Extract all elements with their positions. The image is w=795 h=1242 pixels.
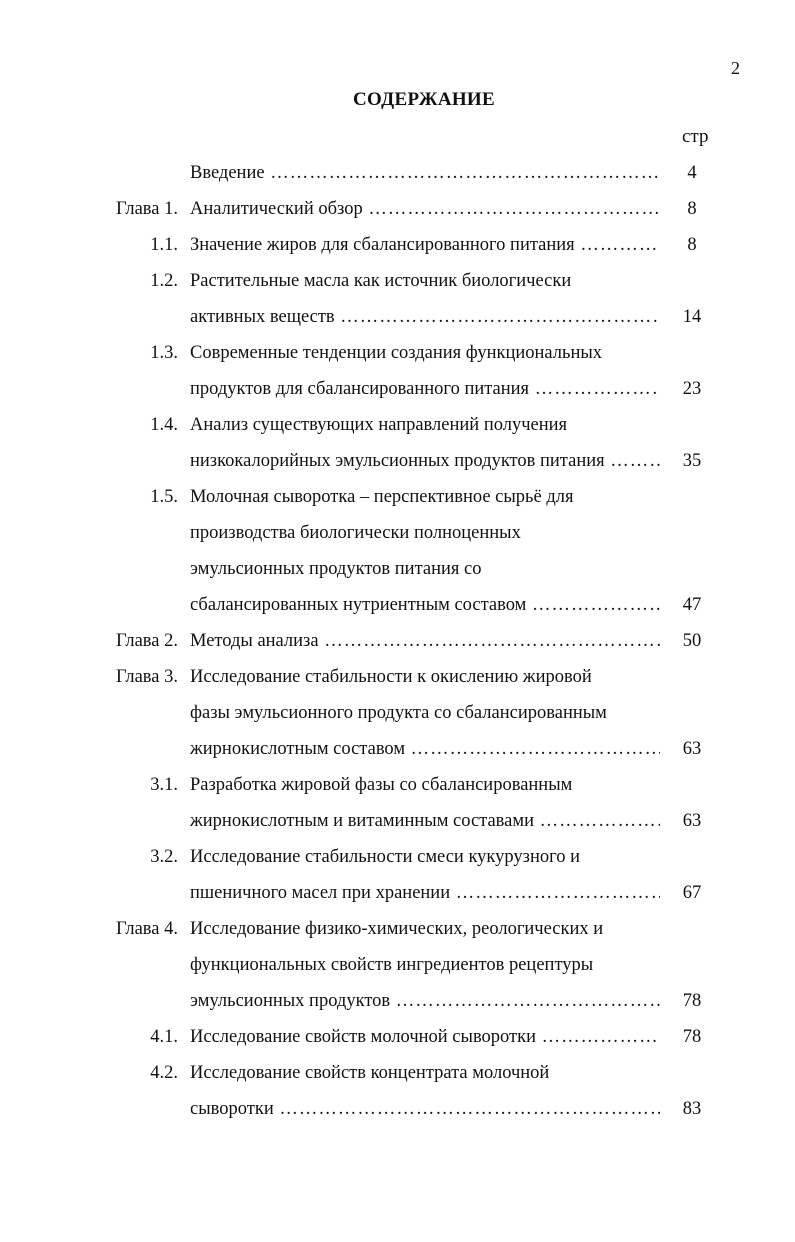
toc-row	[0, 875, 795, 911]
toc-entry-number: 4.1.	[150, 1027, 178, 1047]
toc-entry-page: 8	[687, 199, 697, 219]
page-number: 2	[731, 58, 740, 78]
toc-row	[0, 839, 795, 875]
toc-entry-title: Разработка жировой фазы со сбалансированным	[190, 775, 573, 795]
toc-entry-title: Анализ существующих направлений получения	[190, 415, 568, 435]
toc-entry-title: Растительные масла как источник биологически	[190, 271, 572, 291]
toc-entry-number: Глава 2.	[116, 631, 178, 651]
toc-entry-page: 78	[682, 1027, 702, 1047]
toc-entry-title: Значение жиров для сбалансированного питания ……………………………………………………………………………………………………	[190, 227, 660, 263]
toc-row	[0, 1091, 795, 1127]
toc-entry-title: пшеничного масел при хранении ……………………………………………………………………………………………………	[190, 875, 660, 911]
toc-entry-page: 23	[682, 379, 702, 399]
toc-entry-title: Введение ……………………………………………………………………………………………………	[190, 155, 660, 191]
toc-row	[0, 947, 795, 983]
toc-entry-title: Современные тенденции создания функциональных	[190, 343, 603, 363]
toc-entry-number: Глава 4.	[116, 919, 178, 939]
toc-entry-title: сыворотки ……………………………………………………………………………………………………	[190, 1091, 660, 1127]
toc-entry-title: Аналитический обзор ……………………………………………………………………………………………………	[190, 191, 660, 227]
toc-entry-title: сбалансированных нутриентным составом ……………………………………………………………………………………………………	[190, 587, 660, 623]
toc-row	[0, 767, 795, 803]
toc-entry-title: Исследование стабильности смеси кукурузного и	[190, 847, 581, 867]
toc-entry-title: низкокалорийных эмульсионных продуктов питания ……………………………………………………………………………………………………	[190, 443, 660, 479]
toc-row	[0, 659, 795, 695]
toc-row	[0, 299, 795, 335]
toc-row	[0, 551, 795, 587]
toc-entry-page: 14	[682, 307, 702, 327]
toc-entry-number: 3.2.	[150, 847, 178, 867]
toc-row	[0, 263, 795, 299]
toc-row	[0, 335, 795, 371]
toc-entry-title: эмульсионных продуктов питания со	[190, 559, 482, 579]
toc-entry-title: Исследование стабильности к окислению жировой	[190, 667, 592, 687]
toc-entry-number: 1.1.	[150, 235, 178, 255]
toc-entry-number: Глава 1.	[116, 199, 178, 219]
toc-row	[0, 515, 795, 551]
toc-row	[0, 407, 795, 443]
toc-row	[0, 443, 795, 479]
toc-entry-title: Молочная сыворотка – перспективное сырьё для	[190, 487, 574, 507]
toc-row	[0, 227, 795, 263]
toc-entry-page: 67	[682, 883, 702, 903]
toc-entry-number: 1.5.	[150, 487, 178, 507]
toc-entry-title: активных веществ ……………………………………………………………………………………………………	[190, 299, 660, 335]
toc-entry-title: Методы анализа ……………………………………………………………………………………………………	[190, 623, 660, 659]
toc-entry-number: 1.2.	[150, 271, 178, 291]
toc-entry-title: жирнокислотным составом ……………………………………………………………………………………………………	[190, 731, 660, 767]
toc-entry-title: Исследование физико-химических, реологических и	[190, 919, 604, 939]
toc-row	[0, 731, 795, 767]
toc-entry-number: Глава 3.	[116, 667, 178, 687]
toc-row	[0, 479, 795, 515]
toc-entry-title: продуктов для сбалансированного питания ……………………………………………………………………………………………………	[190, 371, 660, 407]
toc-row	[0, 911, 795, 947]
page-title: СОДЕРЖАНИЕ	[353, 89, 495, 110]
toc-entry-title: Исследование свойств концентрата молочной	[190, 1063, 550, 1083]
toc-entry-number: 4.2.	[150, 1063, 178, 1083]
toc-row	[0, 1055, 795, 1091]
toc-entry-title: эмульсионных продуктов ……………………………………………………………………………………………………	[190, 983, 660, 1019]
toc-entry-number: 3.1.	[150, 775, 178, 795]
toc-entry-page: 35	[682, 451, 702, 471]
toc-entry-page: 47	[682, 595, 702, 615]
toc-row	[0, 623, 795, 659]
toc-row	[0, 371, 795, 407]
toc-entry-title: производства биологически полноценных	[190, 523, 521, 543]
toc-entry-page: 4	[687, 163, 697, 183]
toc-entry-number: 1.4.	[150, 415, 178, 435]
toc-entry-title: фазы эмульсионного продукта со сбалансированным	[190, 703, 607, 723]
toc-row	[0, 1019, 795, 1055]
toc-row	[0, 803, 795, 839]
toc-row	[0, 695, 795, 731]
toc-entry-number: 1.3.	[150, 343, 178, 363]
page-column-label: стр	[682, 126, 709, 147]
toc-entry-title: функциональных свойств ингредиентов рецептуры	[190, 955, 594, 975]
toc-entry-page: 78	[682, 991, 702, 1011]
toc-row	[0, 587, 795, 623]
toc-entry-title: жирнокислотным и витаминным составами ……………………………………………………………………………………………………	[190, 803, 660, 839]
toc-entry-page: 63	[682, 811, 702, 831]
toc-entry-page: 8	[687, 235, 697, 255]
toc-row	[0, 983, 795, 1019]
toc-entry-page: 83	[682, 1099, 702, 1119]
toc-row	[0, 155, 795, 191]
table-of-contents	[0, 155, 795, 1127]
toc-row	[0, 191, 795, 227]
toc-entry-page: 63	[682, 739, 702, 759]
toc-entry-title: Исследование свойств молочной сыворотки ……………………………………………………………………………………………………	[190, 1019, 660, 1055]
toc-entry-page: 50	[682, 631, 702, 651]
